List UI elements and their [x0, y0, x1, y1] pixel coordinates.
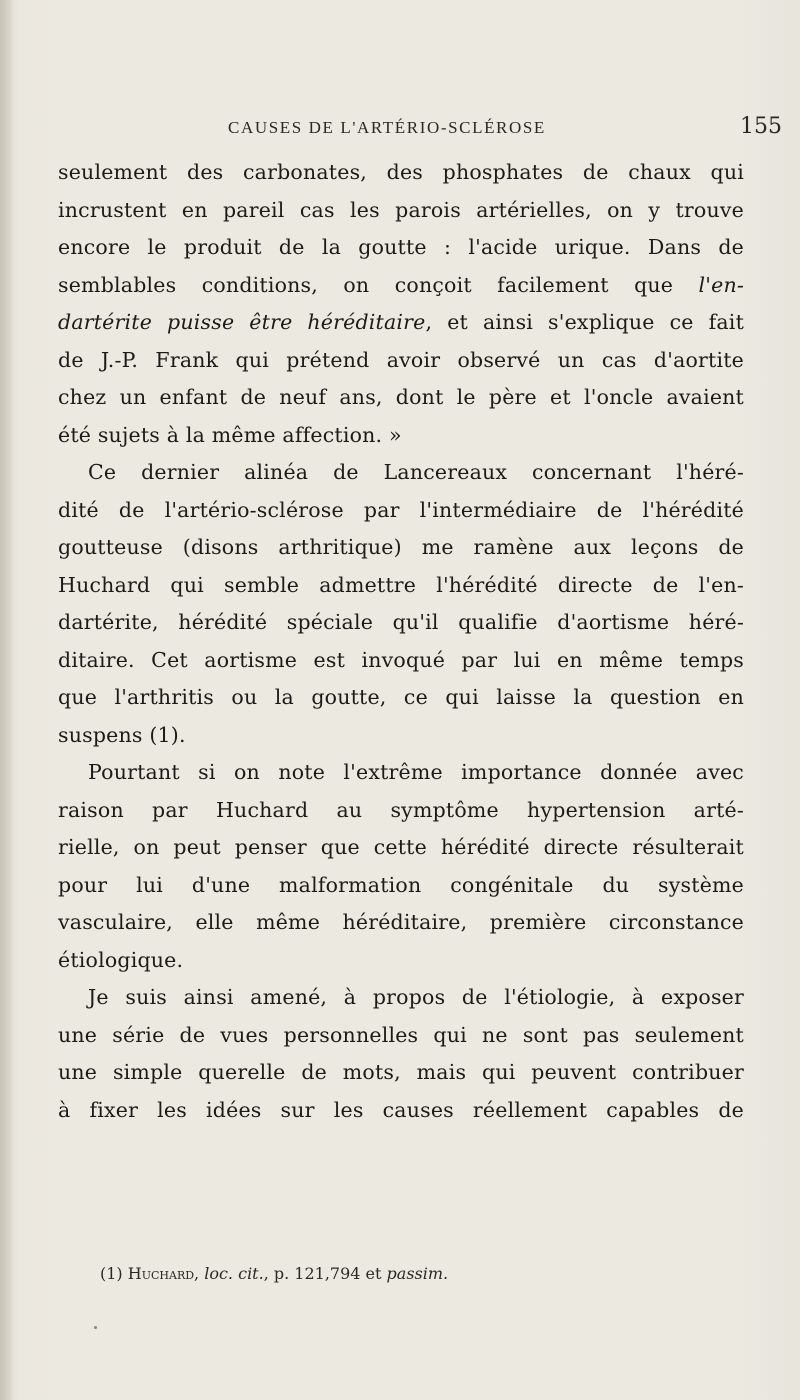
binding-shadow: [0, 0, 14, 1400]
text-span: à fixer les idées sur les causes réellement capables de: [58, 1097, 744, 1122]
text-line: [58, 979, 744, 1017]
text-span: été sujets à la même affection. »: [58, 422, 402, 447]
text-span: Huchard qui semble admettre l'hérédité directe de l'en-: [58, 572, 744, 597]
text-span: Je suis ainsi amené, à propos de l'étiologie, à exposer: [88, 985, 744, 1009]
page-number: 155: [740, 114, 782, 139]
text-line: [58, 1092, 744, 1130]
text-line: [58, 792, 744, 830]
running-title: CAUSES DE L'ARTÉRIO-SCLÉROSE: [228, 118, 546, 137]
text-line: [58, 304, 744, 342]
text-span: goutteuse (disons arthritique) me ramène aux leçons de: [58, 535, 744, 559]
footnote: [100, 1264, 448, 1283]
text-line: [58, 192, 744, 230]
footnote-reference: loc. cit.: [204, 1264, 264, 1283]
footnote-pages: , p. 121,794 et: [263, 1264, 387, 1283]
text-line: [58, 417, 744, 455]
text-span: ditaire. Cet aortisme est invoqué par lui en même temps: [58, 647, 744, 672]
text-line: [58, 942, 744, 980]
text-line: [58, 642, 744, 680]
text-span: , et ainsi s'explique ce fait: [425, 310, 745, 334]
text-span: une simple querelle de mots, mais qui peuvent contribuer: [58, 1060, 744, 1084]
text-span: raison par Huchard au symptôme hypertension arté-: [58, 797, 744, 822]
text-span: chez un enfant de neuf ans, dont le père et l'oncle avaient: [58, 385, 744, 409]
text-line: [58, 829, 744, 867]
text-line: [58, 529, 744, 567]
text-line: [58, 379, 744, 417]
text-line: [58, 867, 744, 905]
text-span: pour lui d'une malformation congénitale du système: [58, 872, 744, 897]
footnote-separator: ,: [194, 1264, 205, 1283]
text-line: [58, 679, 744, 717]
text-line: [58, 454, 744, 492]
footnote-author: Huchard: [127, 1264, 195, 1283]
text-span: encore le produit de la goutte : l'acide urique. Dans de: [58, 235, 744, 259]
text-span: Pourtant si on note l'extrême importance donnée avec: [88, 760, 744, 784]
paper-speck: [94, 1326, 97, 1329]
text-line: [58, 717, 744, 755]
text-span: Ce dernier alinéa de Lancereaux concernant l'héré-: [88, 460, 744, 484]
text-span: rielle, on peut penser que cette hérédité directe résulterait: [58, 835, 744, 859]
text-line: [58, 754, 744, 792]
text-line: [58, 904, 744, 942]
text-span: semblables conditions, on conçoit facilement que: [58, 272, 699, 297]
text-line: [58, 154, 744, 192]
italic-span: l'en-: [698, 272, 744, 297]
text-span: de J.-P. Frank qui prétend avoir observé un cas d'aortite: [58, 347, 744, 372]
text-span: seulement des carbonates, des phosphates de chaux qui: [58, 160, 744, 184]
running-head: [0, 114, 800, 148]
text-line: [58, 1017, 744, 1055]
italic-span: dartérite puisse être héréditaire: [58, 310, 426, 334]
text-line: [58, 229, 744, 267]
footnote-marker: (1): [100, 1264, 123, 1283]
text-line: [58, 267, 744, 305]
text-line: [58, 567, 744, 605]
text-line: [58, 342, 744, 380]
text-line: [58, 1054, 744, 1092]
text-span: que l'arthritis ou la goutte, ce qui laisse la question en: [58, 685, 744, 709]
body-text: [58, 154, 744, 1129]
text-span: incrustent en pareil cas les parois artérielles, on y trouve: [58, 197, 744, 222]
text-span: dartérite, hérédité spéciale qu'il qualifie d'aortisme héré-: [58, 610, 744, 634]
text-line: [58, 492, 744, 530]
text-span: une série de vues personnelles qui ne sont pas seulement: [58, 1022, 744, 1047]
text-span: vasculaire, elle même héréditaire, première circonstance: [58, 910, 744, 934]
footnote-passim: passim.: [386, 1264, 449, 1283]
text-span: suspens (1).: [58, 722, 186, 747]
text-span: étiologique.: [58, 947, 184, 972]
text-line: [58, 604, 744, 642]
text-span: dité de l'artério-sclérose par l'intermédiaire de l'hérédité: [58, 497, 744, 522]
